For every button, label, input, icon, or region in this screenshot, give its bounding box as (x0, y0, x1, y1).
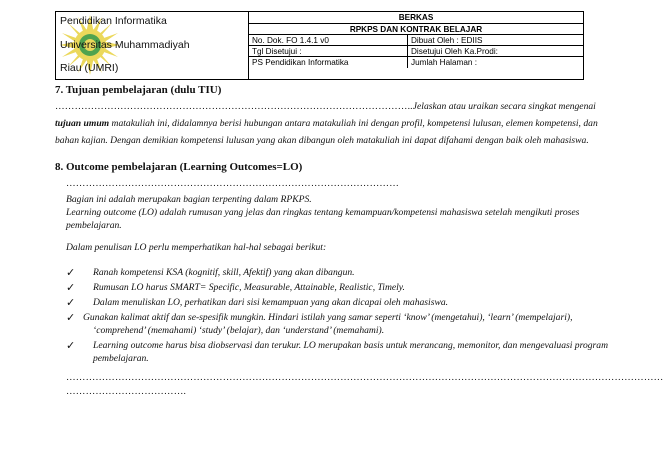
program-studi: PS Pendidikan Informatika (249, 57, 408, 68)
dibuat-oleh: Dibuat Oleh : EDIIS (411, 36, 483, 45)
section-8-p1: Bagian ini adalah merupakan bagian terpenting dalam RPKPS. (66, 194, 312, 205)
document-header (55, 11, 584, 80)
jumlah-halaman: Jumlah Halaman : (411, 58, 477, 67)
title-row (249, 24, 583, 35)
section-7-line-2-rest: matakuliah ini, didalamnya berisi hubungan antara matakuliah ini dengan profil, kompetensi lulusan, elemen kompetensi, dan (109, 118, 598, 129)
checkmark-icon: ✓ (66, 339, 76, 352)
checkmark-icon: ✓ (66, 281, 76, 294)
tgl-disetujui: Tgl Disetujui : (249, 46, 408, 56)
section-8-dots: ………………………………………………………………………………………… (66, 178, 399, 189)
end-dots-line-2: ………………………………. (66, 386, 187, 397)
checklist-text: Learning outcome harus bisa diobservasi dan terukur. LO merupakan basis untuk merancang, memonitor, dan mengevaluasi program (93, 340, 609, 351)
section-7-line-1 (55, 101, 596, 112)
checkmark-icon: ✓ (66, 311, 76, 324)
checklist-text-continued: pembelajaran. (93, 353, 149, 364)
checklist-text: Ranah kompetensi KSA (kognitif, skill, Afektif) yang akan dibangun. (93, 267, 355, 278)
section-8-title: 8. Outcome pembelajaran (Learning Outcomes=LO) (55, 161, 303, 173)
section-8-p3: pembelajaran. (66, 220, 122, 231)
berkas-label: BERKAS (398, 13, 434, 22)
info-row-1 (249, 35, 583, 46)
institution-line-3: Riau (UMRI) (60, 62, 119, 74)
checklist-text-continued: ‘comprehend’ (memahami) ‘study’ (belajar), dan ‘understand’ (memahami). (93, 325, 385, 336)
no-dok: No. Dok. FO 1.4.1 v0 (249, 35, 408, 45)
checklist-text: Gunakan kalimat aktif dan se-spesifik mungkin. Hindari istilah yang samar seperti ‘know’ (mengetahui), ‘learn’ (mempelajari), (83, 312, 573, 323)
institution-line-1: Pendidikan Informatika (60, 15, 167, 27)
institution-line-2: Universitas Muhammadiyah (60, 39, 190, 51)
berkas-row (249, 12, 583, 24)
institution-cell (56, 12, 249, 79)
section-7-line-1-tail: Jelaskan atau uraikan secara singkat mengenai (412, 101, 596, 112)
section-7-bold-term: tujuan umum (55, 118, 110, 129)
checkmark-icon: ✓ (66, 266, 76, 279)
section-7-title: 7. Tujuan pembelajaran (dulu TIU) (55, 84, 222, 96)
section-7-dots: ……………………………………………………………………………………………….. (55, 101, 413, 112)
section-8-p4: Dalam penulisan LO perlu memperhatikan hal-hal sebagai berikut: (66, 242, 327, 253)
section-8-p2: Learning outcome (LO) adalah rumusan yang jelas dan ringkas tentang kemampuan/kompetensi mahasiswa setelah mengikuti proses (66, 207, 580, 218)
doc-title: RPKPS DAN KONTRAK BELAJAR (349, 25, 483, 34)
checkmark-icon: ✓ (66, 296, 76, 309)
section-7-line-3: bahan kajian. Dengan demikian kompetensi lulusan yang akan dibangun oleh matakuliah ini dapat difahami dengan baik oleh mahasiswa. (55, 135, 589, 146)
checklist-text: Dalam menuliskan LO, perhatikan dari sisi kemampuan yang akan dicapai oleh mahasiswa. (93, 297, 449, 308)
info-row-2 (249, 46, 583, 57)
disetujui-oleh: Disetujui Oleh Ka.Prodi: (411, 47, 498, 56)
section-7-line-2 (55, 118, 598, 129)
checklist-text: Rumusan LO harus SMART= Specific, Measurable, Attainable, Realistic, Timely. (93, 282, 405, 293)
info-row-3 (249, 57, 583, 68)
document-info-table (249, 12, 583, 79)
end-dots-line-1: ………………………………………………………………………………………………………………………………………………………………… (66, 372, 663, 383)
